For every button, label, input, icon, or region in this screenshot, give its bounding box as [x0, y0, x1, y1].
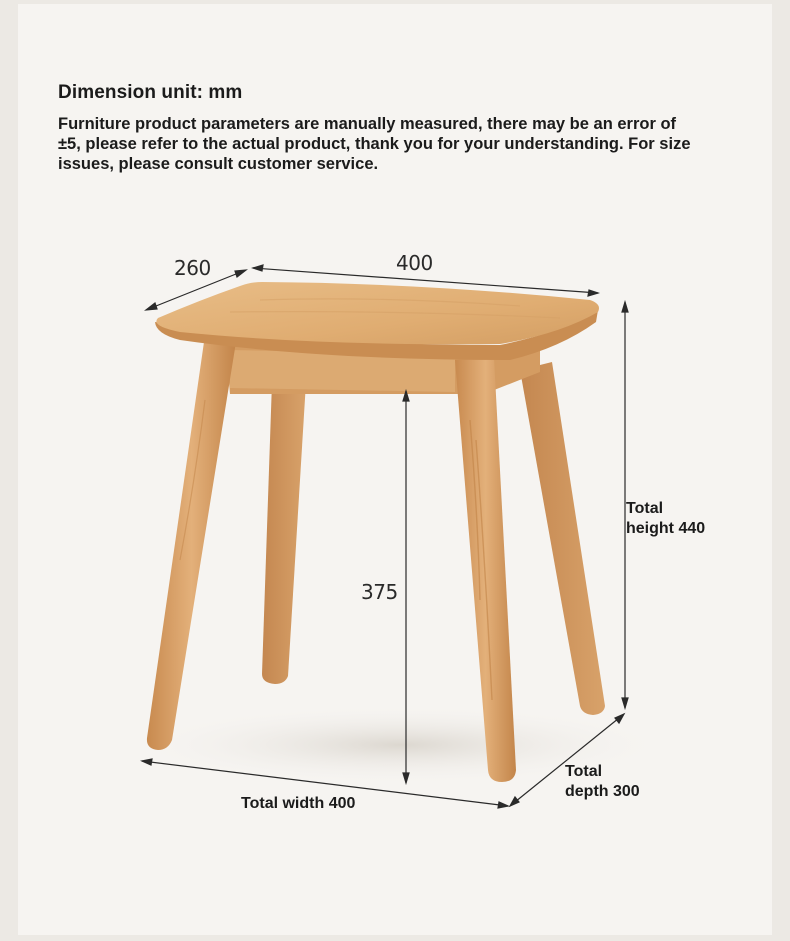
total-height-label	[626, 499, 705, 539]
seat-width-label: 400	[396, 251, 433, 275]
page-title: Dimension unit: mm	[58, 82, 243, 103]
total-depth-line2: depth 300	[565, 783, 640, 800]
total-height-line2: height 440	[626, 520, 706, 537]
stool-seat-top	[156, 282, 599, 344]
measurement-note: Furniture product parameters are manually measured, there may be an error of ±5, please refer to the actual product, thank you for your understanding. For size issues, please consult customer service.	[58, 115, 691, 173]
total-depth-label	[565, 762, 640, 802]
seat-depth-label: 260	[174, 256, 211, 280]
total-width-label: Total width 400	[241, 795, 356, 812]
stool-leg-back-right	[520, 362, 605, 715]
stool-leg-back-left	[262, 382, 306, 684]
total-height-line1: Total	[626, 500, 664, 517]
seat-height-label: 375	[361, 580, 398, 604]
stool-leg-front-left	[147, 342, 236, 750]
total-depth-line1: Total	[565, 763, 603, 780]
